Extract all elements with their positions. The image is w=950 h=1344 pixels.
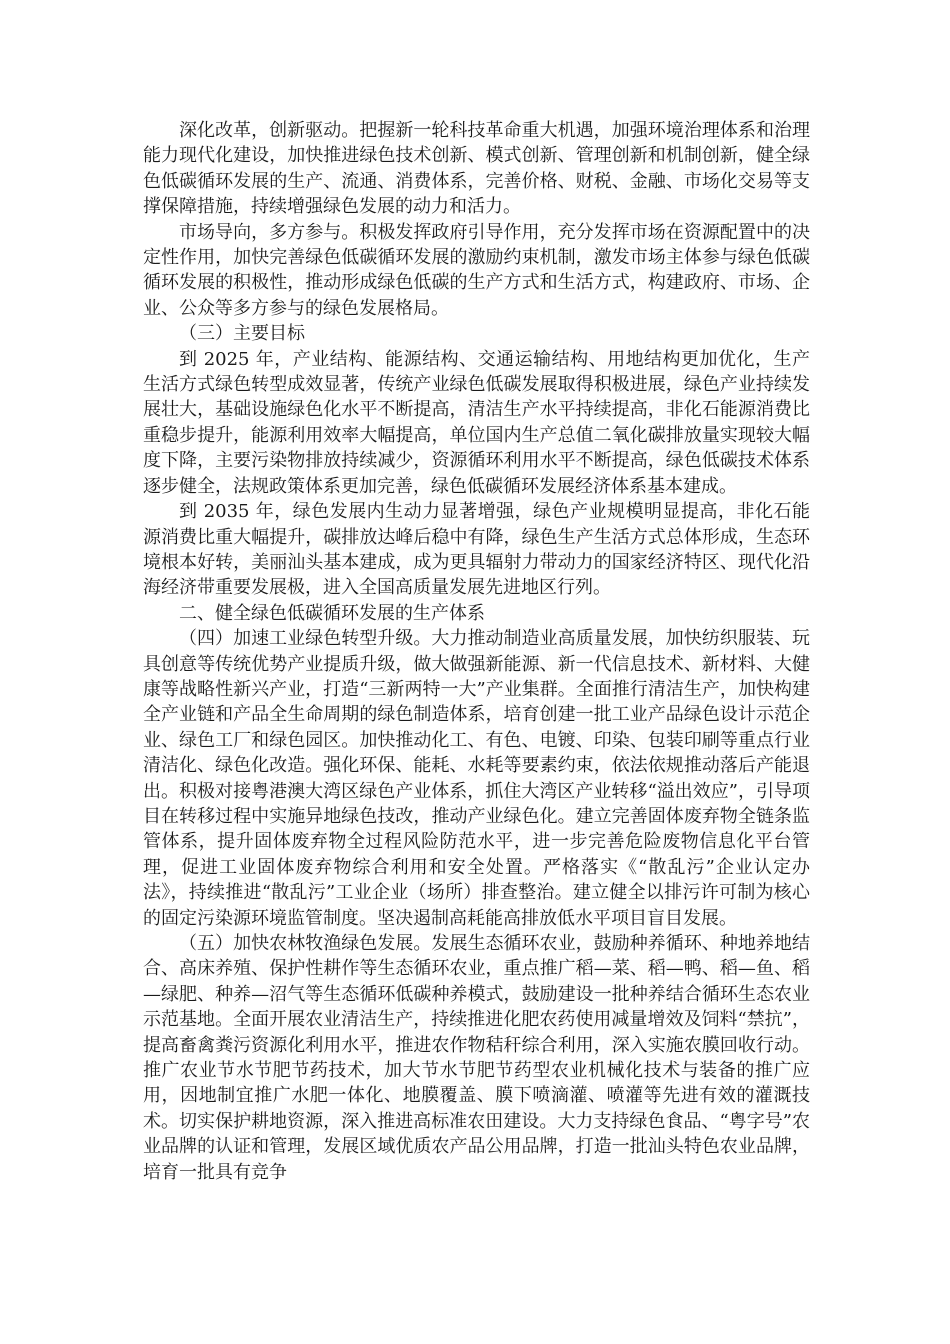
document-page — [143, 118, 810, 1185]
principle-reform-innovation: 深化改革，创新驱动。把握新一轮科技革命重大机遇，加强环境治理体系和治理能力现代化建设，加快推进绿色技术创新、模式创新、管理创新和机制创新，健全绿色低碳循环发展的生产、流通、消费体系，完善价格、财税、金融、市场化交易等支撑保障措施，持续增强绿色发展的动力和活力。 — [143, 120, 810, 218]
heading-section-two: 二、健全绿色低碳循环发展的生产体系 — [179, 602, 485, 624]
goal-2035: 到 2035 年，绿色发展内生动力显著增强，绿色产业规模明显提高，非化石能源消费比重大幅提升，碳排放达峰后稳中有降，绿色生产生活方式总体形成，生态环境根本好转，美丽汕头基本建成，成为更具辐射力带动力的国家经济特区、现代化沿海经济带重要发展极，进入全国高质量发展先进地区行列。 — [143, 501, 810, 599]
item-four-industry: （四）加速工业绿色转型升级。大力推动制造业高质量发展，加快纺织服装、玩具创意等传统优势产业提质升级，做大做强新能源、新一代信息技术、新材料、大健康等战略性新兴产业，打造“三新两特一大”产业集群。全面推行清洁生产，加快构建全产业链和产品全生命周期的绿色制造体系，培育创建一批工业产品绿色设计示范企业、绿色工厂和绿色园区。加快推动化工、有色、电镀、印染、包装印刷等重点行业清洁化、绿色化改造。强化环保、能耗、水耗等要素约束，依法依规推动落后产能退出。积极对接粤港澳大湾区绿色产业体系，抓住大湾区产业转移“溢出效应”，引导项目在转移过程中实施异地绿色技改，推动产业绿色化。建立完善固体废弃物全链条监管体系，提升固体废弃物全过程风险防范水平，进一步完善危险废物信息化平台管理，促进工业固体废弃物综合利用和安全处置。严格落实《“散乱污”企业认定办法》，持续推进“散乱污”工业企业（场所）排查整治。建立健全以排污许可制为核心的固定污染源环境监管制度。坚决遏制高耗能高排放低水平项目盲目发展。 — [143, 628, 810, 929]
heading-main-goals: （三）主要目标 — [179, 323, 305, 345]
goal-2025: 到 2025 年，产业结构、能源结构、交通运输结构、用地结构更加优化，生产生活方式绿色转型成效显著，传统产业绿色低碳发展取得积极进展，绿色产业持续发展壮大，基础设施绿色化水平不断提高，清洁生产水平持续提高，非化石能源消费比重稳步提升，能源利用效率大幅提高，单位国内生产总值二氧化碳排放量实现较大幅度下降，主要污染物排放持续减少，资源循环利用水平不断提高，绿色低碳技术体系逐步健全，法规政策体系更加完善，绿色低碳循环发展经济体系基本建成。 — [143, 348, 810, 497]
item-five-agriculture: （五）加快农林牧渔绿色发展。发展生态循环农业，鼓励种养循环、种地养地结合、高床养殖、保护性耕作等生态循环农业，重点推广稻—菜、稻—鸭、稻—鱼、稻—绿肥、种养—沼气等生态循环低碳种养模式，鼓励建设一批种养结合循环生态农业示范基地。全面开展农业清洁生产，持续推进化肥农药使用减量增效及饲料“禁抗”，提高畜禽粪污资源化利用水平，推进农作物秸秆综合利用，深入实施农膜回收行动。推广农业节水节肥节药技术，加大节水节肥节药型农业机械化技术与装备的推广应用，因地制宜推广水肥一体化、地膜覆盖、膜下喷滴灌、喷灌等先进有效的灌溉技术。切实保护耕地资源，深入推进高标准农田建设。大力支持绿色食品、“粤字号”农业品牌的认证和管理，发展区域优质农产品公用品牌，打造一批汕头特色农业品牌，培育一批具有竞争 — [143, 933, 810, 1183]
principle-market-participation: 市场导向，多方参与。积极发挥政府引导作用，充分发挥市场在资源配置中的决定性作用，加快完善绿色低碳循环发展的激励约束机制，激发市场主体参与绿色低碳循环发展的积极性，推动形成绿色低碳的生产方式和生活方式，构建政府、市场、企业、公众等多方参与的绿色发展格局。 — [143, 221, 810, 319]
